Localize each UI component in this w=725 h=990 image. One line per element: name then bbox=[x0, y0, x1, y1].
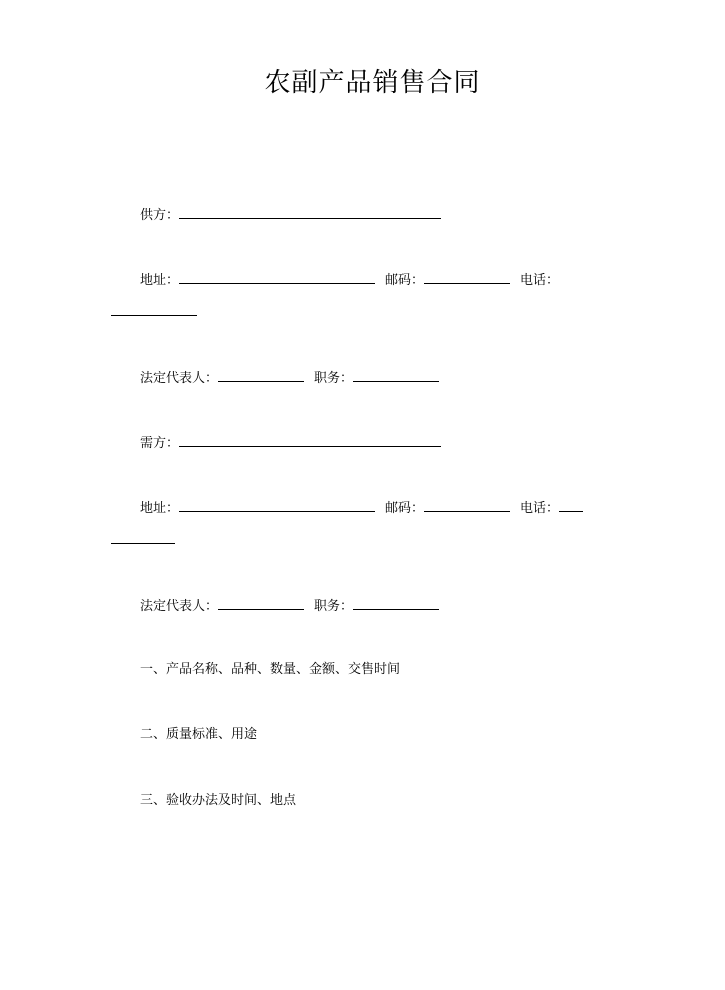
buyer-phone-field[interactable] bbox=[111, 531, 175, 544]
supplier-position-label: 职务： bbox=[314, 371, 354, 386]
buyer-address-line bbox=[140, 499, 583, 517]
buyer-address-label: 地址： bbox=[140, 501, 180, 516]
buyer-line bbox=[140, 434, 441, 452]
supplier-postcode-field[interactable] bbox=[424, 271, 510, 284]
buyer-label: 需方： bbox=[140, 436, 180, 451]
supplier-line bbox=[140, 206, 441, 224]
supplier-rep-field[interactable] bbox=[218, 369, 304, 382]
supplier-rep-line bbox=[140, 369, 439, 387]
page-title: 农副产品销售合同 bbox=[264, 68, 481, 98]
buyer-postcode-label: 邮码： bbox=[385, 501, 425, 516]
buyer-position-label: 职务： bbox=[314, 599, 354, 614]
buyer-phone-label: 电话： bbox=[520, 501, 560, 516]
supplier-phone-field[interactable] bbox=[111, 303, 197, 316]
supplier-address-field[interactable] bbox=[179, 271, 375, 284]
buyer-phone-field-start[interactable] bbox=[559, 499, 583, 512]
buyer-rep-label: 法定代表人： bbox=[140, 599, 219, 614]
supplier-address-line bbox=[140, 271, 559, 289]
section-heading: 三、验收办法及时间、地点 bbox=[140, 793, 297, 808]
supplier-rep-label: 法定代表人： bbox=[140, 371, 219, 386]
buyer-position-field[interactable] bbox=[353, 597, 439, 610]
buyer-rep-field[interactable] bbox=[218, 597, 304, 610]
supplier-name-field[interactable] bbox=[179, 206, 441, 219]
supplier-address-label: 地址： bbox=[140, 273, 180, 288]
buyer-address-field[interactable] bbox=[179, 499, 375, 512]
supplier-phone-label: 电话： bbox=[520, 273, 560, 288]
supplier-label: 供方： bbox=[140, 208, 180, 223]
supplier-position-field[interactable] bbox=[353, 369, 439, 382]
section-heading: 二、质量标准、用途 bbox=[140, 727, 258, 742]
buyer-postcode-field[interactable] bbox=[424, 499, 510, 512]
buyer-name-field[interactable] bbox=[179, 434, 441, 447]
section-heading: 一、产品名称、品种、数量、金额、交售时间 bbox=[140, 662, 401, 677]
supplier-postcode-label: 邮码： bbox=[385, 273, 425, 288]
buyer-rep-line bbox=[140, 597, 439, 615]
